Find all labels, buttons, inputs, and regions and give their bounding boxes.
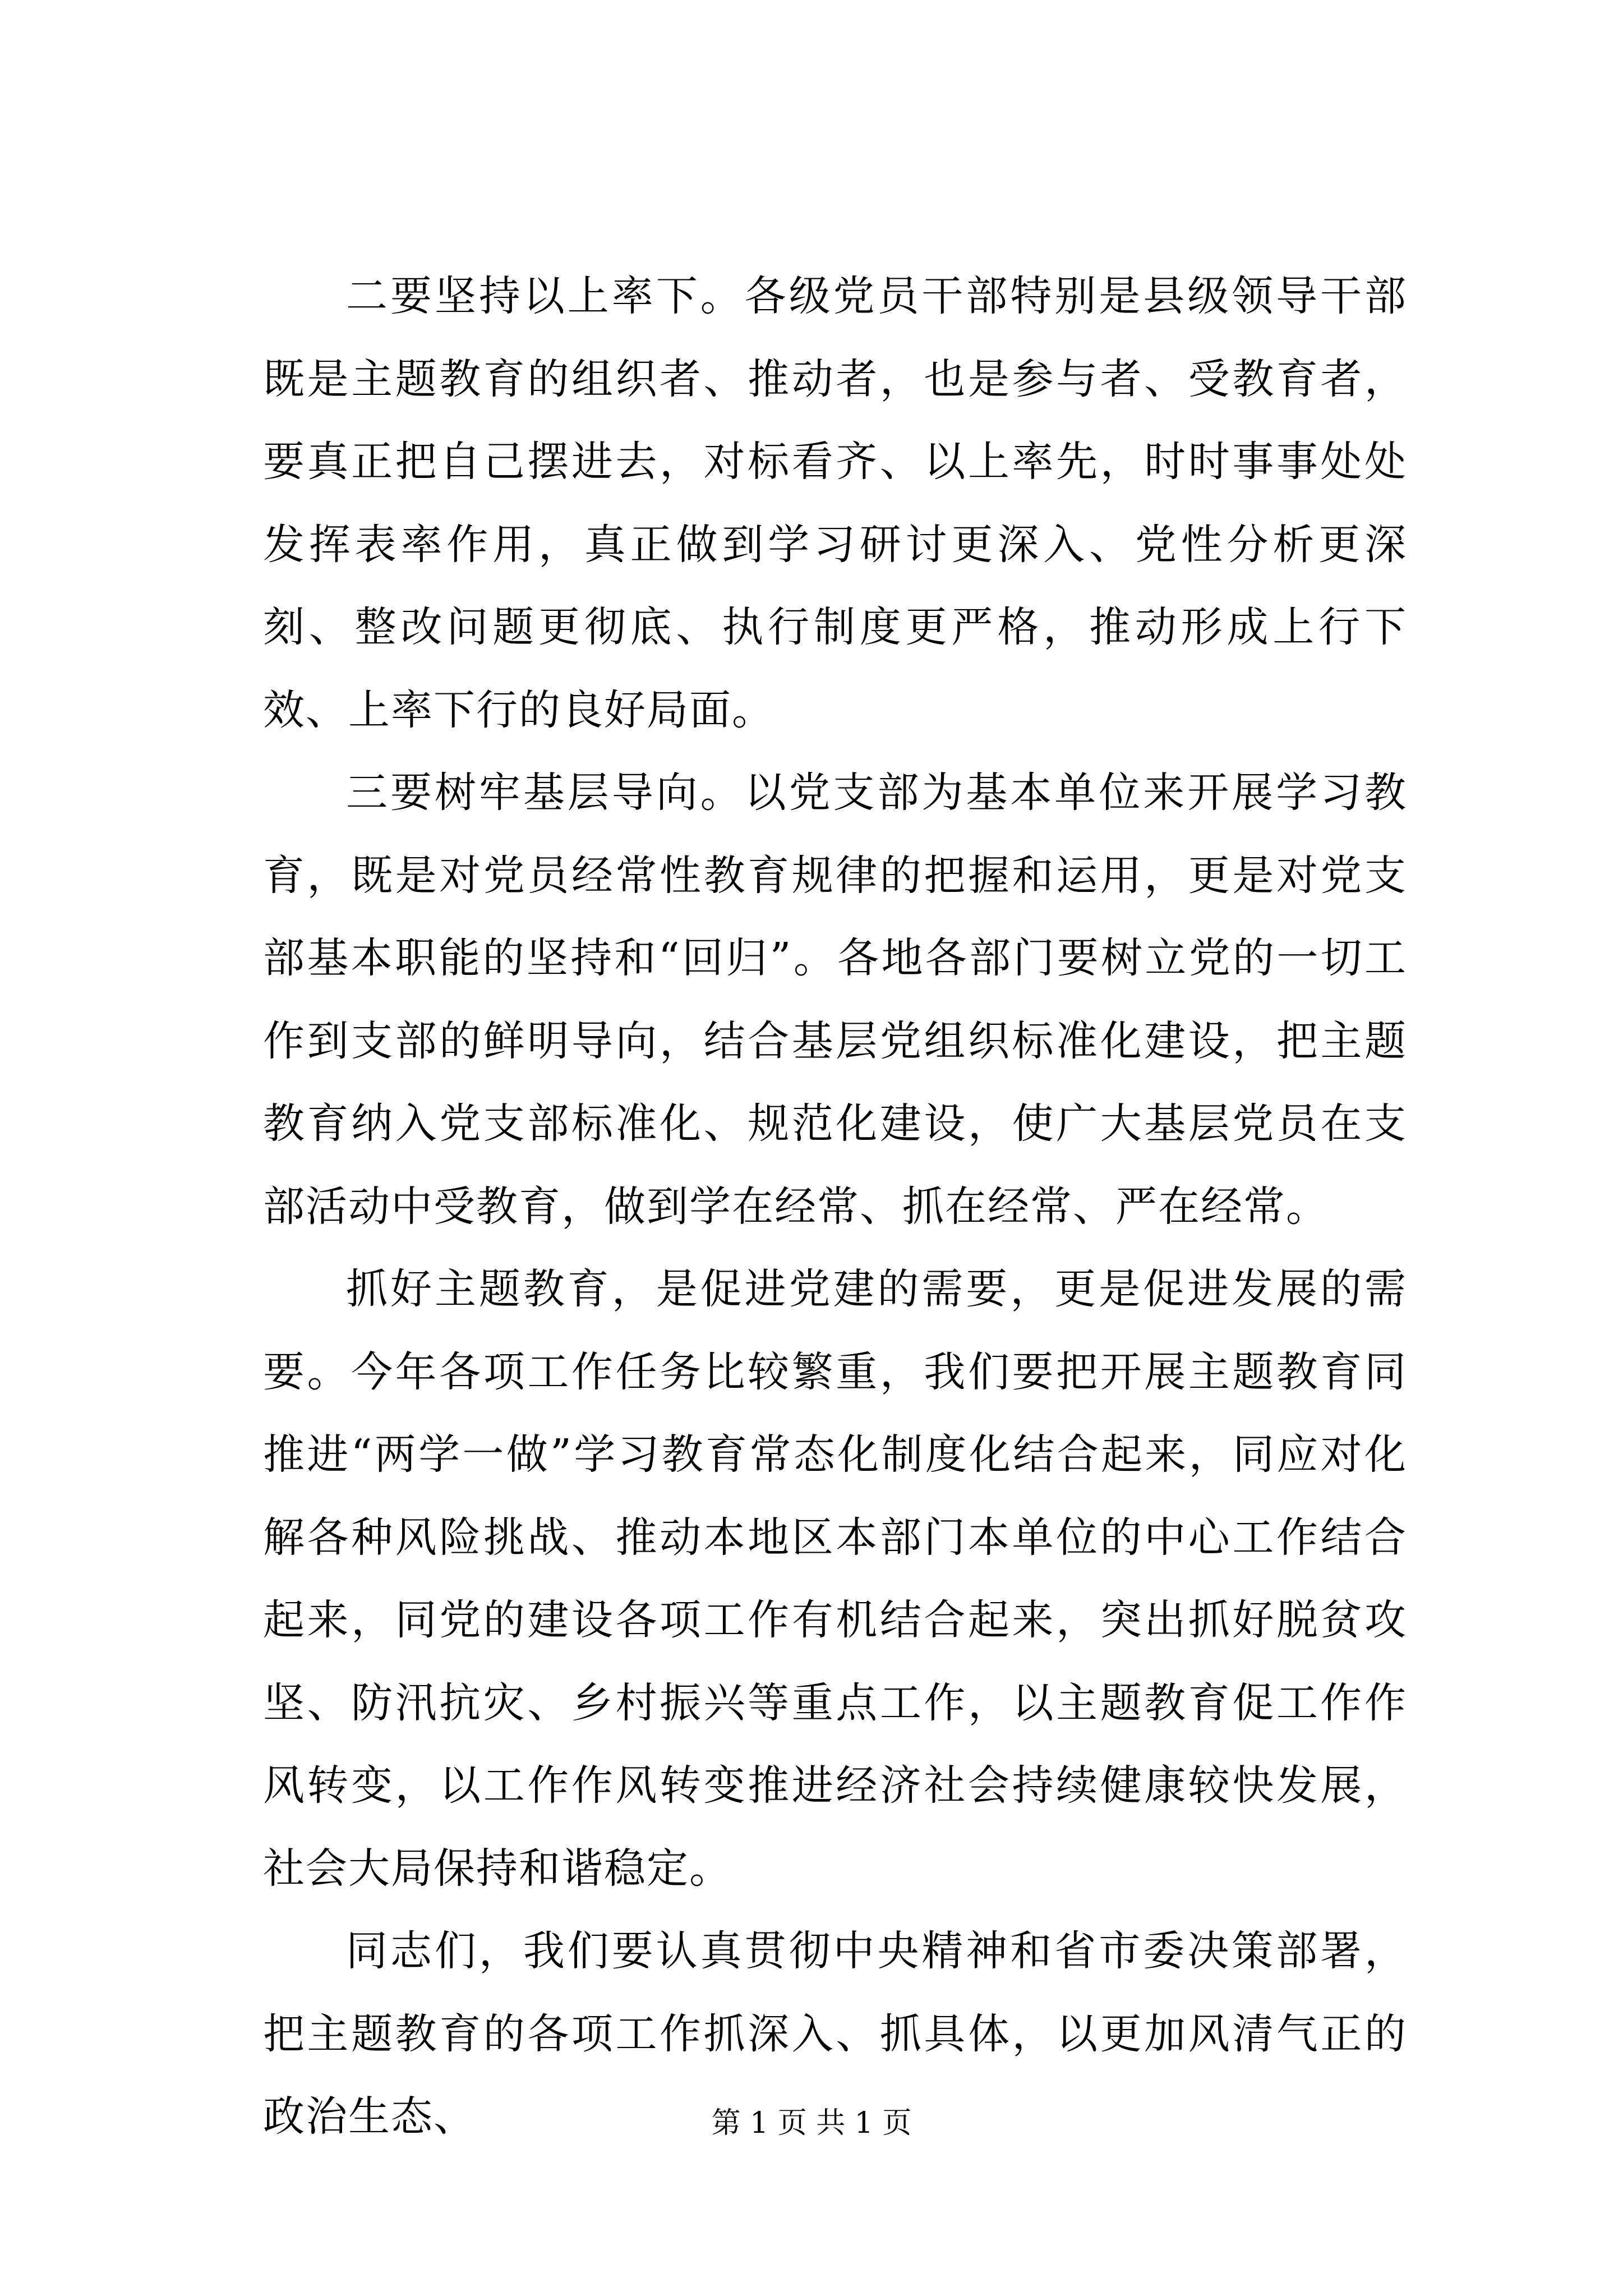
page-number-footer: 第 1 页 共 1 页 [711, 2106, 912, 2140]
paragraph-theme-education-development: 抓好主题教育，是促进党建的需要，更是促进发展的需要。今年各项工作任务比较繁重，我们要把开展主题教育同推进“两学一做”学习教育常态化制度化结合起来，同应对化解各种风险挑战、推动本地区本部门本单位的中心工作结合起来，同党的建设各项工作有机结合起来，突出抓好脱贫攻坚、防汛抗灾、乡村振兴等重点工作，以主题教育促工作作风转变，以工作作风转变推进经济社会持续健康较快发展，社会大局保持和谐稳定。 [263, 1265, 1407, 1893]
paragraph-lead-by-example: 二要坚持以上率下。各级党员干部特别是县级领导干部既是主题教育的组织者、推动者，也是参与者、受教育者，要真正把自己摆进去，对标看齐、以上率先，时时事事处处发挥表率作用，真正做到学习研讨更深入、党性分析更深刻、整改问题更彻底、执行制度更严格，推动形成上行下效、上率下行的良好局面。 [263, 272, 1407, 734]
document-body [263, 255, 1407, 2159]
paragraph-grassroots-orientation: 三要树牢基层导向。以党支部为基本单位来开展学习教育，既是对党员经常性教育规律的把握和运用，更是对党支部基本职能的坚持和“回归”。各地各部门要树立党的一切工作到支部的鲜明导向，结合基层党组织标准化建设，把主题教育纳入党支部标准化、规范化建设，使广大基层党员在支部活动中受教育，做到学在经常、抓在经常、严在经常。 [263, 769, 1407, 1231]
paragraph-closing-remarks: 同志们，我们要认真贯彻中央精神和省市委决策部署，把主题教育的各项工作抓深入、抓具体，以更加风清气正的政治生态、 [263, 1927, 1407, 2141]
